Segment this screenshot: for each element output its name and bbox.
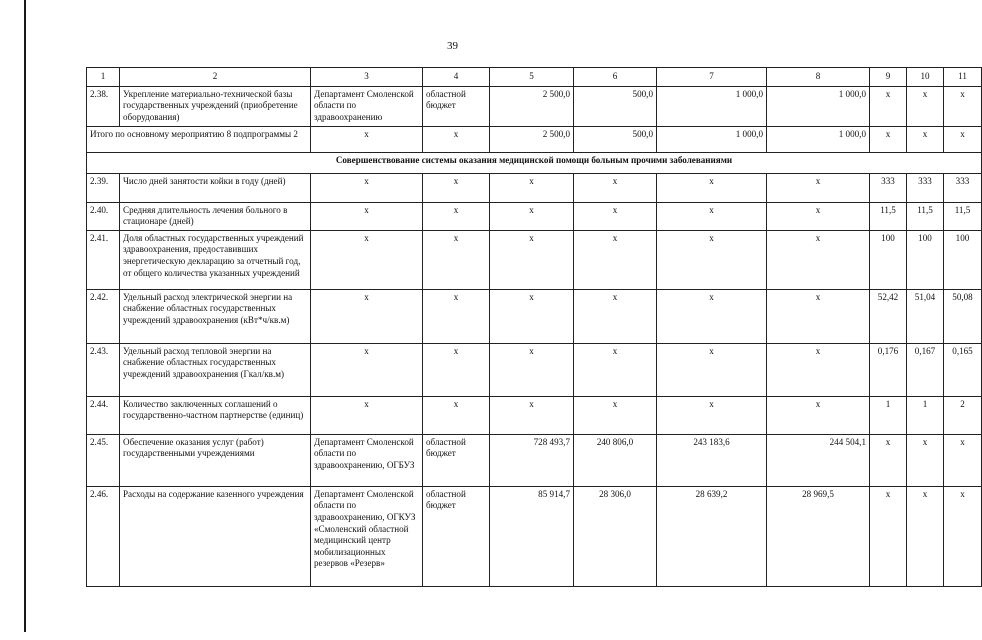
table-row xyxy=(87,202,982,230)
row-value: 52,42 xyxy=(870,289,907,343)
header-cell: 11 xyxy=(944,68,982,87)
row-name: Удельный расход тепловой энергии на снабжение областных государственных учреждений здравоохранения (Гкал/кв.м) xyxy=(120,343,311,396)
row-source: x xyxy=(423,126,490,152)
row-executor: x xyxy=(311,126,423,152)
row-name: Укрепление материально-технической базы государственных учреждений (приобретение оборудования) xyxy=(120,86,311,126)
row-number: 2.45. xyxy=(87,434,120,486)
row-value: 333 xyxy=(870,173,907,202)
row-value: x xyxy=(490,289,574,343)
row-number: 2.38. xyxy=(87,86,120,126)
row-value: x xyxy=(767,396,870,434)
header-cell: 2 xyxy=(120,68,311,87)
row-value: 28 969,5 xyxy=(767,486,870,586)
row-value: x xyxy=(870,86,907,126)
row-value: x xyxy=(574,396,657,434)
row-source: x xyxy=(423,289,490,343)
row-value: 28 306,0 xyxy=(574,486,657,586)
row-value: x xyxy=(944,126,982,152)
row-name: Средняя длительность лечения больного в стационаре (дней) xyxy=(120,202,311,230)
row-value: x xyxy=(907,86,944,126)
section-row xyxy=(87,152,982,173)
row-value: 100 xyxy=(870,230,907,289)
row-executor: x xyxy=(311,396,423,434)
row-name: Доля областных государственных учреждений здравоохранения, предоставивших энергетическую декларацию за отчетный год, от общего количества указанных учреждений xyxy=(120,230,311,289)
row-source: x xyxy=(423,396,490,434)
row-number: 2.40. xyxy=(87,202,120,230)
row-value: x xyxy=(767,202,870,230)
row-value: x xyxy=(944,86,982,126)
row-value: x xyxy=(574,343,657,396)
row-value: x xyxy=(574,202,657,230)
section-title: Совершенствование системы оказания медицинской помощи больным прочими заболеваниями xyxy=(87,152,982,173)
row-value: 1 xyxy=(907,396,944,434)
row-source: x xyxy=(423,343,490,396)
row-value: x xyxy=(767,289,870,343)
table-row xyxy=(87,86,982,126)
row-value: 1 000,0 xyxy=(657,126,767,152)
row-value: x xyxy=(767,230,870,289)
row-value: x xyxy=(657,343,767,396)
row-value: x xyxy=(870,126,907,152)
row-value: 500,0 xyxy=(574,86,657,126)
row-source: x xyxy=(423,230,490,289)
row-executor: Департамент Смоленской области по здравоохранению, ОГБУЗ xyxy=(311,434,423,486)
row-name: Обеспечение оказания услуг (работ) государственными учреждениями xyxy=(120,434,311,486)
total-row xyxy=(87,126,982,152)
row-source: областной бюджет xyxy=(423,86,490,126)
row-number: 2.42. xyxy=(87,289,120,343)
row-executor: x xyxy=(311,343,423,396)
row-value: 11,5 xyxy=(944,202,982,230)
header-cell: 1 xyxy=(87,68,120,87)
row-value: x xyxy=(490,202,574,230)
row-value: 28 639,2 xyxy=(657,486,767,586)
row-value: x xyxy=(767,173,870,202)
row-value: x xyxy=(574,289,657,343)
header-cell: 4 xyxy=(423,68,490,87)
row-value: 1 000,0 xyxy=(657,86,767,126)
row-number: 2.46. xyxy=(87,486,120,586)
header-cell: 5 xyxy=(490,68,574,87)
row-value: x xyxy=(944,434,982,486)
row-value: 1 000,0 xyxy=(767,86,870,126)
header-cell: 3 xyxy=(311,68,423,87)
row-executor: x xyxy=(311,202,423,230)
row-value: 0,165 xyxy=(944,343,982,396)
data-table xyxy=(86,67,982,587)
row-value: x xyxy=(490,343,574,396)
row-value: 333 xyxy=(944,173,982,202)
row-executor: x xyxy=(311,289,423,343)
row-value: 728 493,7 xyxy=(490,434,574,486)
header-cell: 6 xyxy=(574,68,657,87)
row-source: областной бюджет xyxy=(423,486,490,586)
row-value: x xyxy=(657,202,767,230)
header-cell: 9 xyxy=(870,68,907,87)
table-row xyxy=(87,434,982,486)
row-value: 100 xyxy=(944,230,982,289)
row-value: 1 000,0 xyxy=(767,126,870,152)
row-name: Расходы на содержание казенного учреждения xyxy=(120,486,311,586)
header-cell: 10 xyxy=(907,68,944,87)
row-value: 333 xyxy=(907,173,944,202)
row-value: 50,08 xyxy=(944,289,982,343)
row-value: 2 500,0 xyxy=(490,126,574,152)
row-executor: Департамент Смоленской области по здравоохранению, ОГКУЗ «Смоленский областной медицинский центр мобилизационных резервов «Резерв» xyxy=(311,486,423,586)
row-number: 2.41. xyxy=(87,230,120,289)
row-value: 2 xyxy=(944,396,982,434)
row-value: 51,04 xyxy=(907,289,944,343)
row-value: x xyxy=(657,173,767,202)
row-value: 243 183,6 xyxy=(657,434,767,486)
row-name: Количество заключенных соглашений о государственно-частном партнерстве (единиц) xyxy=(120,396,311,434)
table-row xyxy=(87,486,982,586)
header-cell: 7 xyxy=(657,68,767,87)
row-value: 240 806,0 xyxy=(574,434,657,486)
table-row xyxy=(87,343,982,396)
row-executor: x xyxy=(311,173,423,202)
row-value: x xyxy=(657,230,767,289)
row-value: x xyxy=(490,396,574,434)
row-value: x xyxy=(657,396,767,434)
row-value: 1 xyxy=(870,396,907,434)
row-value: x xyxy=(767,343,870,396)
table-row xyxy=(87,173,982,202)
row-value: 0,176 xyxy=(870,343,907,396)
page-number: 39 xyxy=(447,40,458,52)
row-name: Число дней занятости койки в году (дней) xyxy=(120,173,311,202)
row-value: x xyxy=(944,486,982,586)
row-value: 100 xyxy=(907,230,944,289)
row-number: 2.39. xyxy=(87,173,120,202)
row-value: 244 504,1 xyxy=(767,434,870,486)
header-row xyxy=(87,68,982,87)
row-value: x xyxy=(490,173,574,202)
row-source: x xyxy=(423,173,490,202)
row-number: 2.43. xyxy=(87,343,120,396)
header-cell: 8 xyxy=(767,68,870,87)
row-value: 2 500,0 xyxy=(490,86,574,126)
row-value: 85 914,7 xyxy=(490,486,574,586)
row-source: x xyxy=(423,202,490,230)
table-row xyxy=(87,396,982,434)
table-row xyxy=(87,289,982,343)
row-value: x xyxy=(907,486,944,586)
left-margin-line xyxy=(24,0,26,632)
row-value: x xyxy=(490,230,574,289)
total-label: Итого по основному мероприятию 8 подпрограммы 2 xyxy=(87,126,311,152)
row-value: x xyxy=(907,126,944,152)
row-name: Удельный расход электрической энергии на снабжение областных государственных учреждений здравоохранения (кВт*ч/кв.м) xyxy=(120,289,311,343)
row-value: x xyxy=(657,289,767,343)
row-value: x xyxy=(870,434,907,486)
row-value: 500,0 xyxy=(574,126,657,152)
row-executor: Департамент Смоленской области по здравоохранению xyxy=(311,86,423,126)
row-source: областной бюджет xyxy=(423,434,490,486)
row-value: x xyxy=(574,173,657,202)
row-value: x xyxy=(574,230,657,289)
row-number: 2.44. xyxy=(87,396,120,434)
row-value: 11,5 xyxy=(907,202,944,230)
row-value: 11,5 xyxy=(870,202,907,230)
table-row xyxy=(87,230,982,289)
row-value: x xyxy=(870,486,907,586)
row-executor: x xyxy=(311,230,423,289)
row-value: x xyxy=(907,434,944,486)
row-value: 0,167 xyxy=(907,343,944,396)
